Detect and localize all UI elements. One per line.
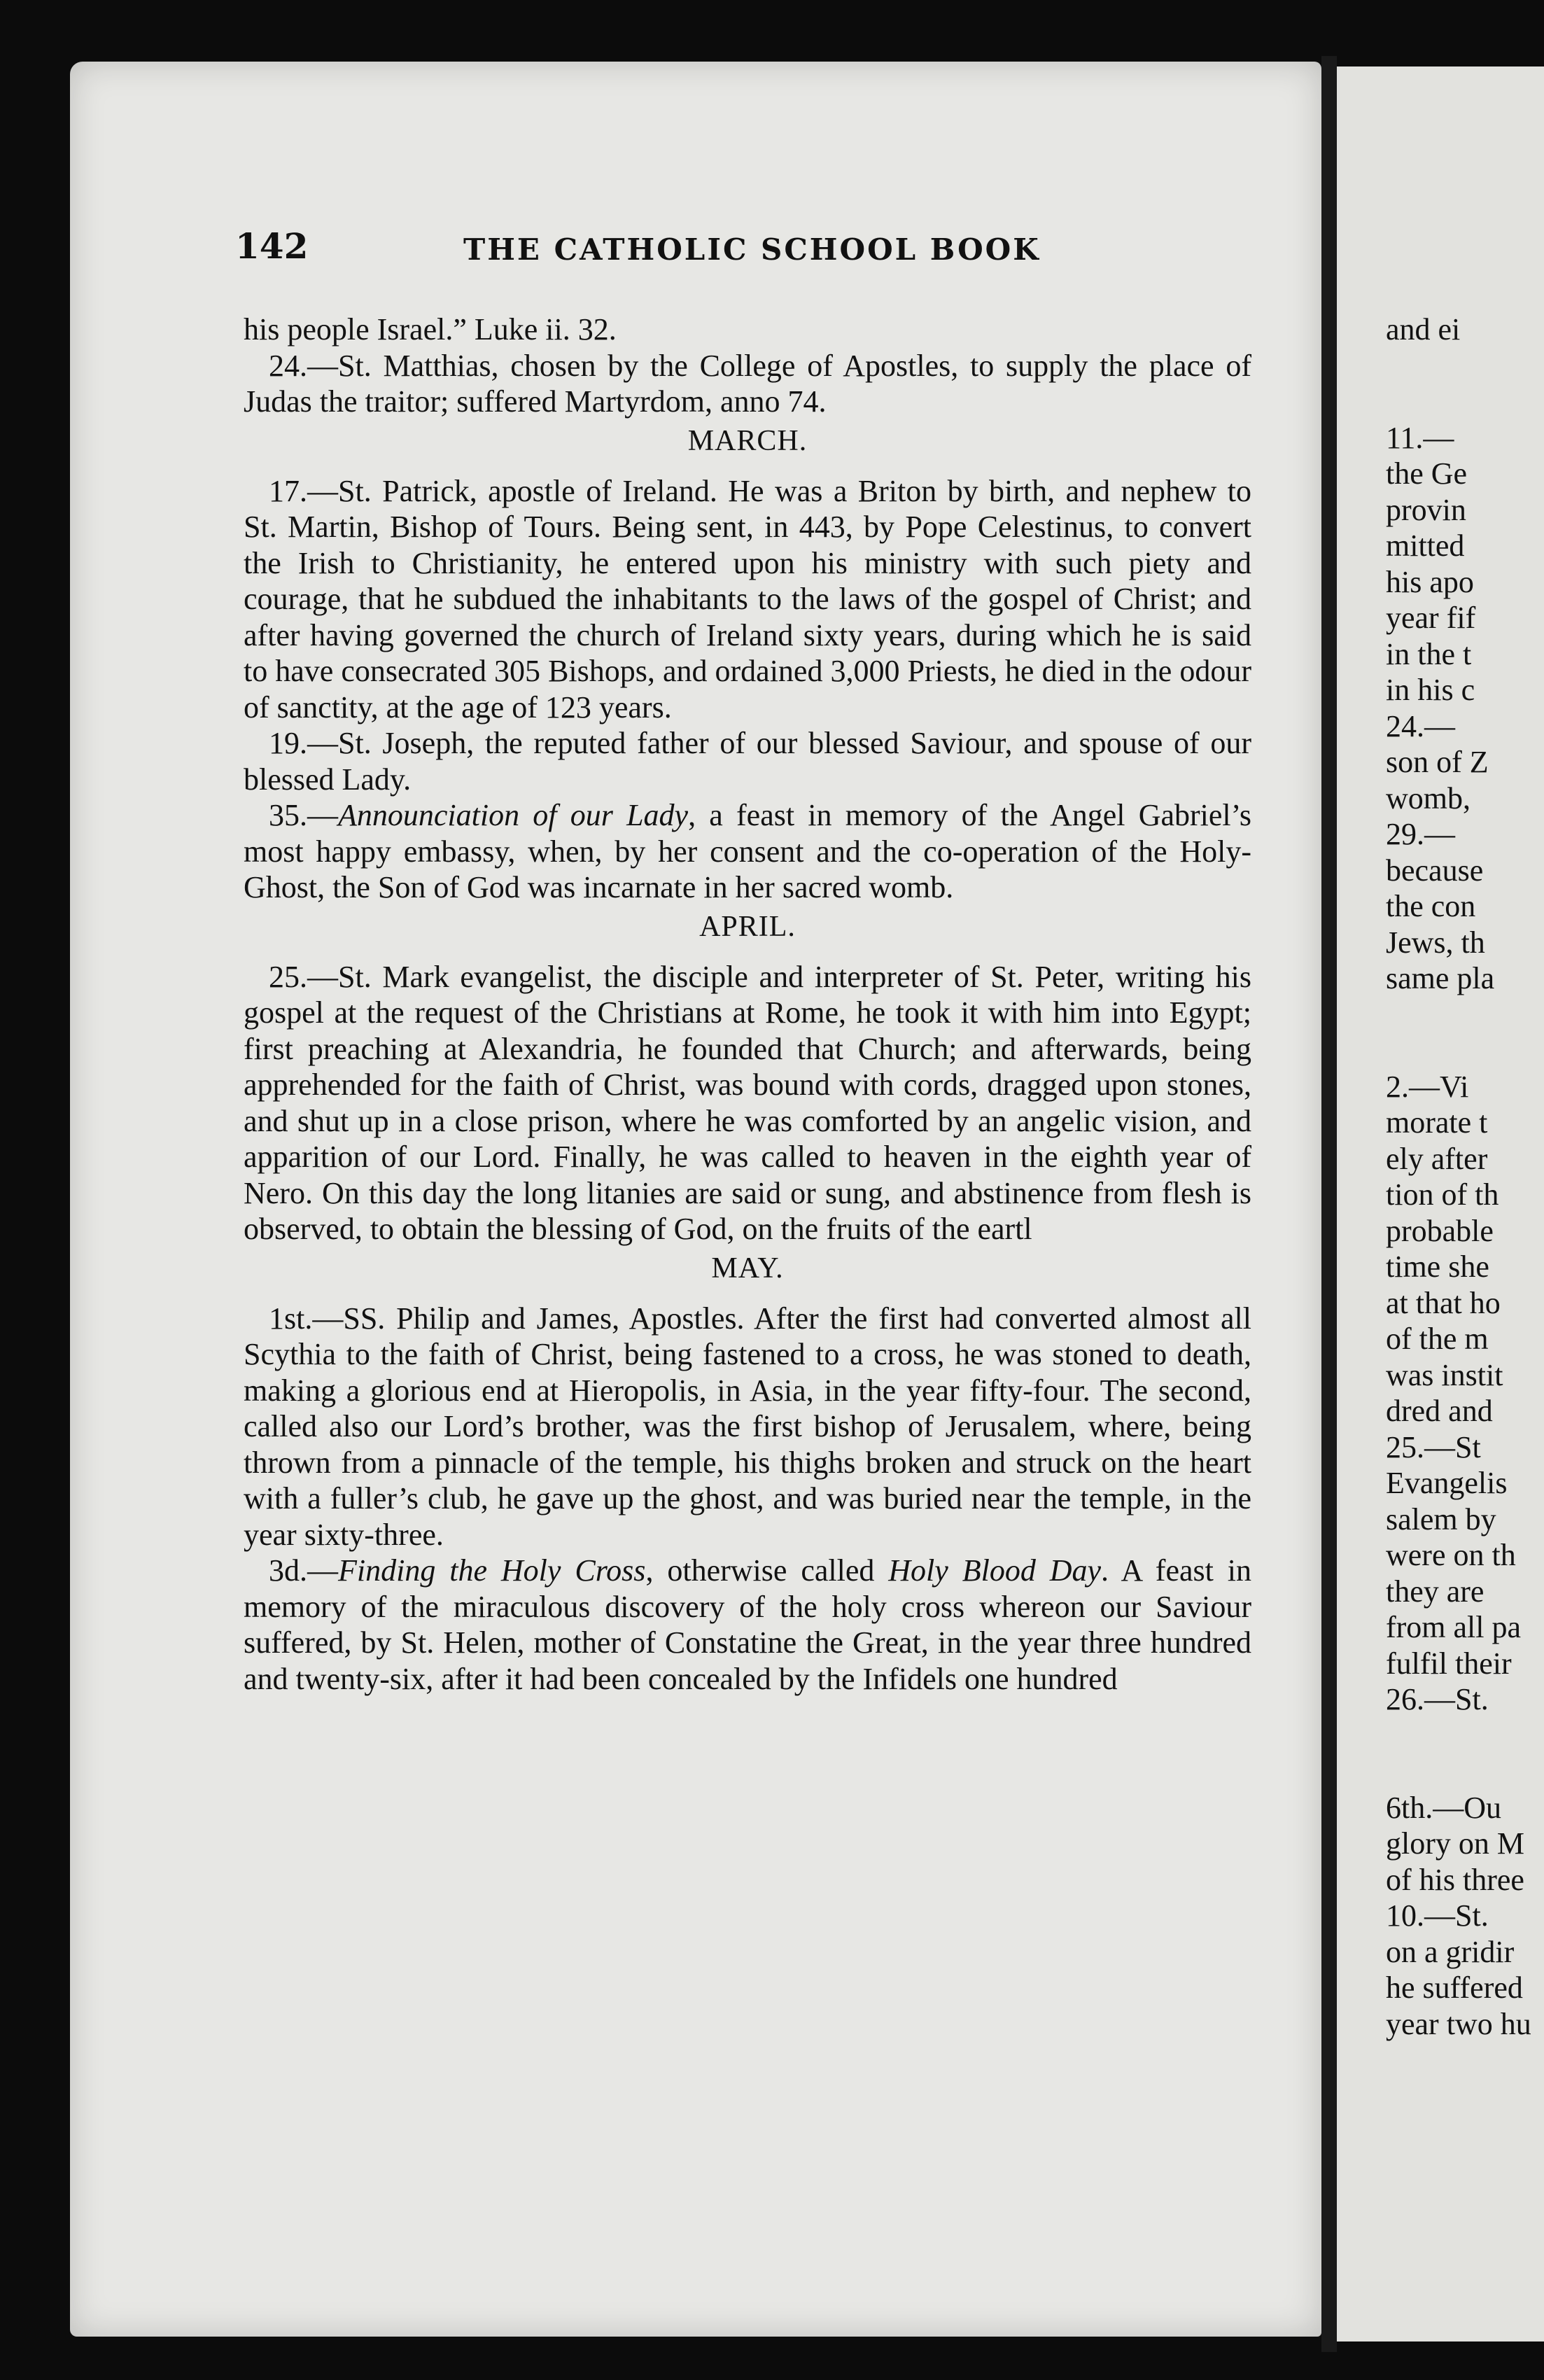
right-page-line: was instit (1386, 1357, 1503, 1392)
feast-entry: 1st.—SS. Philip and James, Apostles. After the first had converted almost all Scythia to the faith of Christ, being fastened to a cross, he was stoned to death, making a glorious end at Hieropolis, in Asia, in the year fifty-four. The second, called also our Lord’s brother, was the first bishop of Jerusalem, where, being thrown from a pinnacle of the temple, his thighs broken and struck on the heart with a fuller’s club, he gave up the ghost, and was buried near the temple, in the year sixty-three. (244, 1301, 1251, 1552)
right-page-line: they are (1386, 1574, 1485, 1609)
feast-entry (244, 797, 1251, 906)
right-page-line: because (1386, 853, 1484, 888)
month-heading: MARCH. (687, 424, 808, 457)
right-page-line: salem by (1386, 1502, 1496, 1536)
right-page-line: fulfil their (1386, 1646, 1512, 1681)
right-page-line: he suffered (1386, 1970, 1523, 2005)
feast-text: 35.— (269, 798, 338, 832)
right-page-line: 25.—St (1386, 1429, 1481, 1464)
right-page-line: provin (1386, 492, 1466, 527)
right-page-line: his apo (1386, 564, 1474, 599)
right-page-line: Evangelis (1386, 1466, 1508, 1500)
right-page-line: year two hu (1386, 2006, 1531, 2041)
right-page-line: 6th.—Ou (1386, 1790, 1501, 1825)
feast-entry: 24.—St. Matthias, chosen by the College of Apostles, to supply the place of Judas the traitor; suffered Martyrdom, anno 74. (244, 348, 1251, 419)
feast-title-italic: Finding the Holy Cross (338, 1553, 646, 1588)
right-page-line: year fif (1386, 601, 1476, 635)
right-page-line: on a gridir (1386, 1934, 1515, 1969)
right-page-line: time she (1386, 1250, 1489, 1284)
feast-entry: 25.—St. Mark evangelist, the disciple and interpreter of St. Peter, writing his gospel at the request of the Christians at Rome, he took it with him into Egypt; first preaching at Alexandria, he founded that Church; and afterwards, being apprehended for the faith of Christ, was bound with cords, dragged upon stones, and shut up in a close prison, where he was comforted by an angelic vision, and apparition of our Lord. Finally, he was called to heaven in the eighth year of Nero. On this day the long litanies are said or sung, and abstinence from flesh is observed, to obtain the blessing of God, on the fruits of the eartl (244, 959, 1251, 1246)
right-page-line: 10.—St. (1386, 1898, 1489, 1933)
right-page-line: same pla (1386, 961, 1495, 995)
right-page-line: 29.— (1386, 817, 1455, 851)
feast-entry: his people Israel.” Luke ii. 32. (244, 312, 617, 346)
right-page-line: from all pa (1386, 1610, 1522, 1644)
right-page-line: 2.—Vi (1386, 1069, 1469, 1104)
feast-text: . A feast in memory of the miraculous discovery of the holy cross whereon our Saviour suffered, by St. Helen, mother of Constatine the Great, in the year three hundred and twenty-six, after it had been concealed by the Infidels one hundred (244, 1553, 1251, 1696)
month-heading: MAY. (711, 1252, 784, 1284)
page-number: 142 (235, 225, 309, 267)
right-page-line: in his c (1386, 673, 1475, 707)
right-page-line: of his three (1386, 1862, 1524, 1897)
right-page (1337, 66, 1544, 2342)
right-page-line: dred and (1386, 1394, 1493, 1428)
running-title: THE CATHOLIC SCHOOL BOOK (463, 232, 1041, 267)
right-page-line: in the t (1386, 636, 1472, 671)
right-page-line: probable (1386, 1213, 1494, 1248)
right-page-line: Jews, th (1386, 925, 1485, 960)
feast-text: , a feast in memory of the Angel Gabriel’s most happy embassy, when, by her consent and the co-operation of the Holy-Ghost, the Son of God was incarnate in her sacred womb. (244, 798, 1252, 904)
feast-text: , otherwise called (645, 1553, 889, 1588)
right-page-line: 11.— (1386, 420, 1454, 455)
feast-title-italic: Holy Blood Day (888, 1553, 1102, 1588)
right-page-line: of the m (1386, 1322, 1489, 1356)
right-page-line: son of Z (1386, 745, 1489, 779)
right-page-line: tion of th (1386, 1177, 1499, 1212)
page-header (168, 225, 1246, 281)
feast-entry (244, 1553, 1251, 1697)
right-page-line: womb, (1386, 780, 1471, 816)
right-page-line: and ei (1386, 312, 1461, 346)
book-gutter (1321, 56, 1337, 2352)
feast-title-italic: Announciation of our Lady (338, 798, 689, 832)
right-page-line (1386, 384, 1531, 420)
feast-text: 3d.— (269, 1553, 338, 1588)
right-page-line: morate t (1386, 1105, 1488, 1140)
right-page-line: 26.—St. (1386, 1682, 1489, 1716)
feast-entry: 19.—St. Joseph, the reputed father of our blessed Saviour, and spouse of our blessed Lady. (244, 726, 1251, 797)
right-page-line: the Ge (1386, 456, 1468, 491)
right-page-line: mitted (1386, 528, 1465, 563)
right-page-line (1386, 1032, 1531, 1069)
right-page-line (1386, 997, 1531, 1033)
right-page-line: 24.— (1386, 708, 1455, 743)
page-body-text (244, 312, 1251, 1697)
right-page-line: ely after (1386, 1141, 1488, 1176)
right-page-line: were on th (1386, 1538, 1516, 1572)
right-page-line (1386, 1718, 1531, 1754)
month-heading: APRIL. (699, 910, 796, 943)
right-page-line: glory on M (1386, 1826, 1524, 1861)
right-page-line: the con (1386, 889, 1476, 923)
feast-entry: 17.—St. Patrick, apostle of Ireland. He was a Briton by birth, and nephew to St. Martin, Bishop of Tours. Being sent, in 443, by Pope Celestinus, to convert the Irish to Christianity, he entered upon his ministry with such piety and courage, that he subdued the inhabitants to the laws of the gospel of Christ; and after having governed the church of Ireland sixty years, during which he is said to have consecrated 305 Bishops, and ordained 3,000 Priests, he died in the odour of sanctity, at the age of 123 years. (244, 473, 1251, 724)
right-page-line: at that ho (1386, 1285, 1501, 1320)
right-page-text (1386, 312, 1531, 2042)
right-page-line (1386, 348, 1531, 384)
right-page-line (1386, 1754, 1531, 1790)
